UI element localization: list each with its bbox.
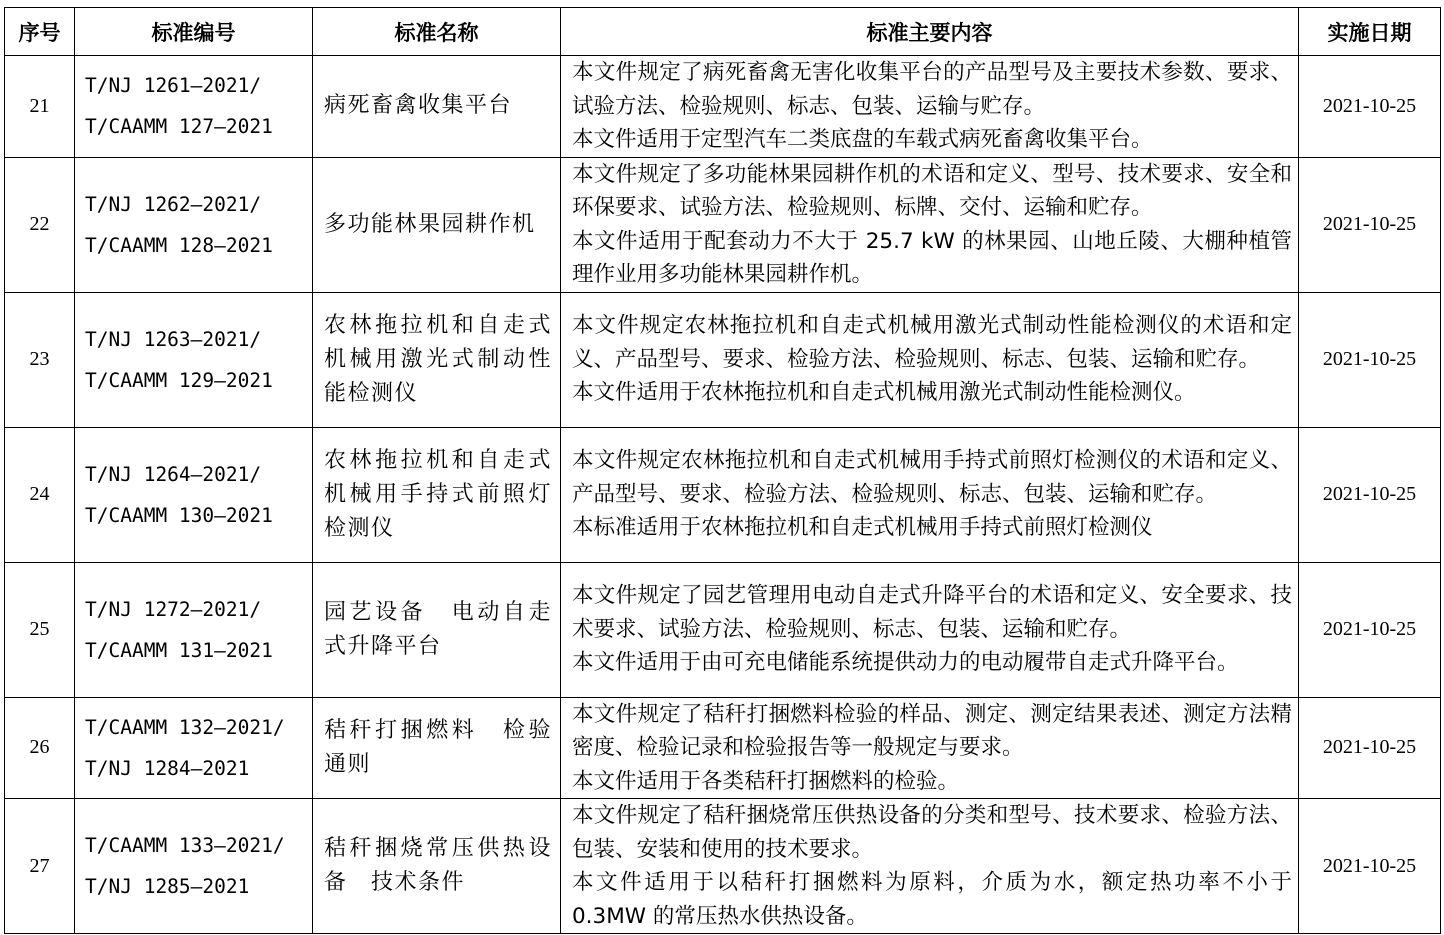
standard-code-line-2: T/NJ 1284—2021 xyxy=(85,756,250,780)
table-row xyxy=(5,799,1441,934)
table-row xyxy=(5,157,1441,292)
standard-code-line-2: T/NJ 1285—2021 xyxy=(85,875,250,898)
standard-content xyxy=(561,562,1299,697)
table-row xyxy=(5,292,1441,427)
header-date: 实施日期 xyxy=(1299,8,1441,56)
row-number: 24 xyxy=(5,427,75,562)
content-scope-paragraph: 本文件规定农林拖拉机和自走式机械用手持式前照灯检测仪的术语和定义、产品型号、要求、检验方法、检验规则、标志、包装、运输和贮存。 xyxy=(572,448,1292,507)
standard-name: 园艺设备 电动自走式升降平台 xyxy=(313,562,561,697)
implementation-date: 2021-10-25 xyxy=(1299,562,1441,697)
standard-name: 秸秆捆烧常压供热设备 技术条件 xyxy=(313,799,561,934)
header-code: 标准编号 xyxy=(75,8,313,56)
standard-code-line-1: T/CAAMM 132—2021/ xyxy=(85,715,285,739)
standard-code-line-1: T/NJ 1272—2021/ xyxy=(85,597,262,621)
table-row xyxy=(5,562,1441,697)
table-row xyxy=(5,56,1441,158)
standard-content xyxy=(561,799,1299,934)
standard-code-line-1: T/NJ 1262—2021/ xyxy=(85,192,262,216)
standard-content xyxy=(561,427,1299,562)
standard-content xyxy=(561,157,1299,292)
standard-code xyxy=(75,292,313,427)
standard-content xyxy=(561,56,1299,158)
implementation-date: 2021-10-25 xyxy=(1299,697,1441,799)
standard-code-line-1: T/NJ 1261—2021/ xyxy=(85,74,262,98)
content-scope-paragraph: 本文件规定了病死畜禽无害化收集平台的产品型号及主要技术参数、要求、试验方法、检验规则、标志、包装、运输与贮存。 xyxy=(572,60,1292,119)
content-scope-paragraph: 本文件规定农林拖拉机和自走式机械用激光式制动性能检测仪的术语和定义、产品型号、要求、检验方法、检验规则、标志、包装、运输和贮存。 xyxy=(572,313,1292,372)
content-scope-paragraph: 本文件规定了园艺管理用电动自走式升降平台的术语和定义、安全要求、技术要求、试验方法、检验规则、标志、包装、运输和贮存。 xyxy=(572,583,1292,642)
standard-code-line-2: T/CAAMM 129—2021 xyxy=(85,368,273,392)
content-applicability-paragraph: 本文件适用于各类秸秆打捆燃料的检验。 xyxy=(572,768,960,794)
implementation-date: 2021-10-25 xyxy=(1299,292,1441,427)
standard-code-line-1: T/CAAMM 133—2021/ xyxy=(85,834,285,857)
standards-table xyxy=(4,7,1441,934)
row-number: 22 xyxy=(5,157,75,292)
implementation-date: 2021-10-25 xyxy=(1299,799,1441,934)
content-applicability-paragraph: 本文件适用于农林拖拉机和自走式机械用激光式制动性能检测仪。 xyxy=(572,380,1196,406)
content-applicability-paragraph: 本文件适用于以秸秆打捆燃料为原料，介质为水，额定热功率不小于 0.3MW 的常压热水供热设备。 xyxy=(572,870,1292,929)
content-applicability-paragraph: 本文件适用于由可充电储能系统提供动力的电动履带自走式升降平台。 xyxy=(572,650,1239,676)
standard-name: 农林拖拉机和自走式机械用手持式前照灯检测仪 xyxy=(313,427,561,562)
implementation-date: 2021-10-25 xyxy=(1299,427,1441,562)
content-applicability-paragraph: 本文件适用于定型汽车二类底盘的车载式病死畜禽收集平台。 xyxy=(572,127,1153,152)
standard-name: 病死畜禽收集平台 xyxy=(313,56,561,158)
content-scope-paragraph: 本文件规定了秸秆捆烧常压供热设备的分类和型号、技术要求、检验方法、包装、安装和使用的技术要求。 xyxy=(572,803,1292,862)
standard-code-line-2: T/CAAMM 131—2021 xyxy=(85,638,273,662)
standard-name: 农林拖拉机和自走式机械用激光式制动性能检测仪 xyxy=(313,292,561,427)
row-number: 25 xyxy=(5,562,75,697)
table-header xyxy=(5,8,1441,56)
content-applicability-paragraph: 本文件适用于配套动力不大于 25.7 kW 的林果园、山地丘陵、大棚种植管理作业用多功能林果园耕作机。 xyxy=(572,228,1292,287)
row-number: 21 xyxy=(5,56,75,158)
standard-name: 秸秆打捆燃料 检验通则 xyxy=(313,697,561,799)
standard-code-line-1: T/NJ 1264—2021/ xyxy=(85,462,262,486)
content-scope-paragraph: 本文件规定了秸秆打捆燃料检验的样品、测定、测定结果表述、测定方法精密度、检验记录和检验报告等一般规定与要求。 xyxy=(572,701,1292,760)
implementation-date: 2021-10-25 xyxy=(1299,157,1441,292)
standard-content xyxy=(561,697,1299,799)
standard-code xyxy=(75,427,313,562)
standard-code xyxy=(75,562,313,697)
content-applicability-paragraph: 本标准适用于农林拖拉机和自走式机械用手持式前照灯检测仪 xyxy=(572,515,1153,541)
header-name: 标准名称 xyxy=(313,8,561,56)
row-number: 27 xyxy=(5,799,75,934)
standard-code-line-1: T/NJ 1263—2021/ xyxy=(85,327,262,351)
standard-code-line-2: T/CAAMM 127—2021 xyxy=(85,115,273,139)
implementation-date: 2021-10-25 xyxy=(1299,56,1441,158)
standard-code xyxy=(75,697,313,799)
table-row xyxy=(5,697,1441,799)
standard-code xyxy=(75,799,313,934)
content-scope-paragraph: 本文件规定了多功能林果园耕作机的术语和定义、型号、技术要求、安全和环保要求、试验方法、检验规则、标牌、交付、运输和贮存。 xyxy=(572,161,1292,220)
standard-name: 多功能林果园耕作机 xyxy=(313,157,561,292)
standard-content xyxy=(561,292,1299,427)
standard-code xyxy=(75,56,313,158)
standard-code xyxy=(75,157,313,292)
header-content: 标准主要内容 xyxy=(561,8,1299,56)
standard-code-line-2: T/CAAMM 128—2021 xyxy=(85,233,273,257)
standard-code-line-2: T/CAAMM 130—2021 xyxy=(85,503,273,527)
row-number: 23 xyxy=(5,292,75,427)
row-number: 26 xyxy=(5,697,75,799)
table-row xyxy=(5,427,1441,562)
header-no: 序号 xyxy=(5,8,75,56)
